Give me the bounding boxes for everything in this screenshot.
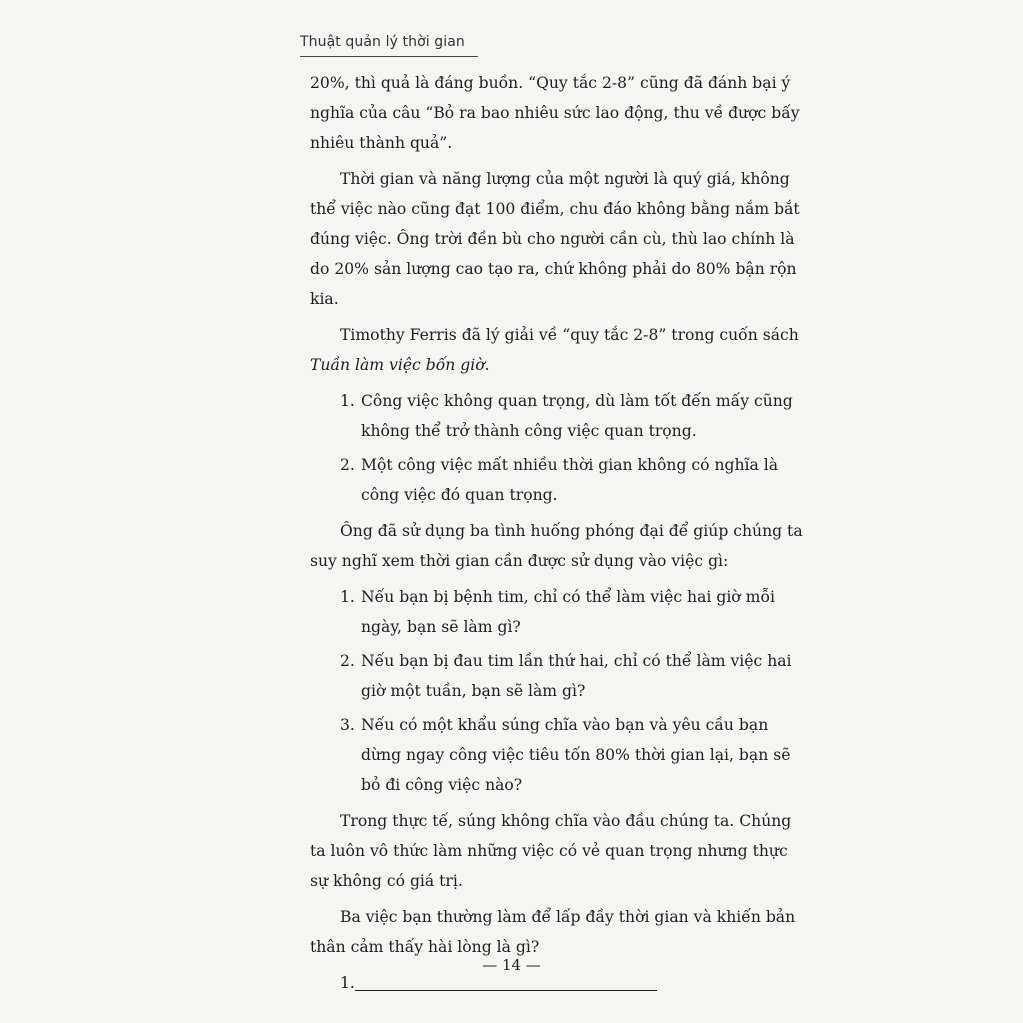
list-number: 3. xyxy=(340,716,355,734)
paragraph-2: Thời gian và năng lượng của một người là quý giá, không thể việc nào cũng đạt 100 điểm, chu đáo không bằng nắm bắt đúng việc. Ông trời đền bù cho người cần cù, thù lao chính là do 20% sản lượng cao tạo ra, chứ không phải do 80% bận rộn kia. xyxy=(310,170,800,308)
header-rule xyxy=(300,56,478,57)
list-item xyxy=(310,646,806,706)
paragraph-3 xyxy=(310,320,806,380)
paragraph-3-end: . xyxy=(484,356,490,374)
paragraph-5: Trong thực tế, súng không chĩa vào đầu chúng ta. Chúng ta luôn vô thức làm những việc có vẻ quan trọng nhưng thực sự không có giá trị. xyxy=(310,812,792,890)
list-item-text: Công việc không quan trọng, dù làm tốt đến mấy cũng không thể trở thành công việc quan trọng. xyxy=(361,392,793,440)
list-item-text: Nếu bạn bị bệnh tim, chỉ có thể làm việc hai giờ mỗi ngày, bạn sẽ làm gì? xyxy=(361,588,775,636)
body-text xyxy=(310,68,806,1004)
numbered-list-2 xyxy=(310,582,806,800)
list-number: 1. xyxy=(340,392,355,410)
list-number: 1. xyxy=(340,588,355,606)
paragraph-1: 20%, thì quả là đáng buồn. “Quy tắc 2-8” cũng đã đánh bại ý nghĩa của câu “Bỏ ra bao nhiêu sức lao động, thu về được bấy nhiêu thành quả”. xyxy=(310,74,800,152)
list-item xyxy=(310,710,806,800)
list-number: 2. xyxy=(340,456,355,474)
paragraph-6: Ba việc bạn thường làm để lấp đầy thời gian và khiến bản thân cảm thấy hài lòng là gì? xyxy=(310,908,796,956)
running-header: Thuật quản lý thời gian xyxy=(300,34,465,50)
list-item-text: Một công việc mất nhiều thời gian không có nghĩa là công việc đó quan trọng. xyxy=(361,456,779,504)
list-item xyxy=(310,450,806,510)
list-item xyxy=(310,386,806,446)
list-item xyxy=(310,582,806,642)
paragraph-3-text: Timothy Ferris đã lý giải về “quy tắc 2-8” trong cuốn sách xyxy=(340,326,799,344)
numbered-list-1 xyxy=(310,386,806,510)
page-number: — 14 — xyxy=(482,956,541,974)
list-number: 2. xyxy=(340,652,355,670)
list-item-text: Nếu có một khẩu súng chĩa vào bạn và yêu cầu bạn dừng ngay công việc tiêu tốn 80% thời gian lại, bạn sẽ bỏ đi công việc nào? xyxy=(361,716,791,794)
answer-number: 1. xyxy=(340,974,355,992)
book-title: Tuần làm việc bốn giờ xyxy=(310,356,485,374)
paragraph-4: Ông đã sử dụng ba tình huống phóng đại để giúp chúng ta suy nghĩ xem thời gian cần được sử dụng vào việc gì: xyxy=(310,522,803,570)
list-item-text: Nếu bạn bị đau tim lần thứ hai, chỉ có thể làm việc hai giờ một tuần, bạn sẽ làm gì? xyxy=(361,652,792,700)
